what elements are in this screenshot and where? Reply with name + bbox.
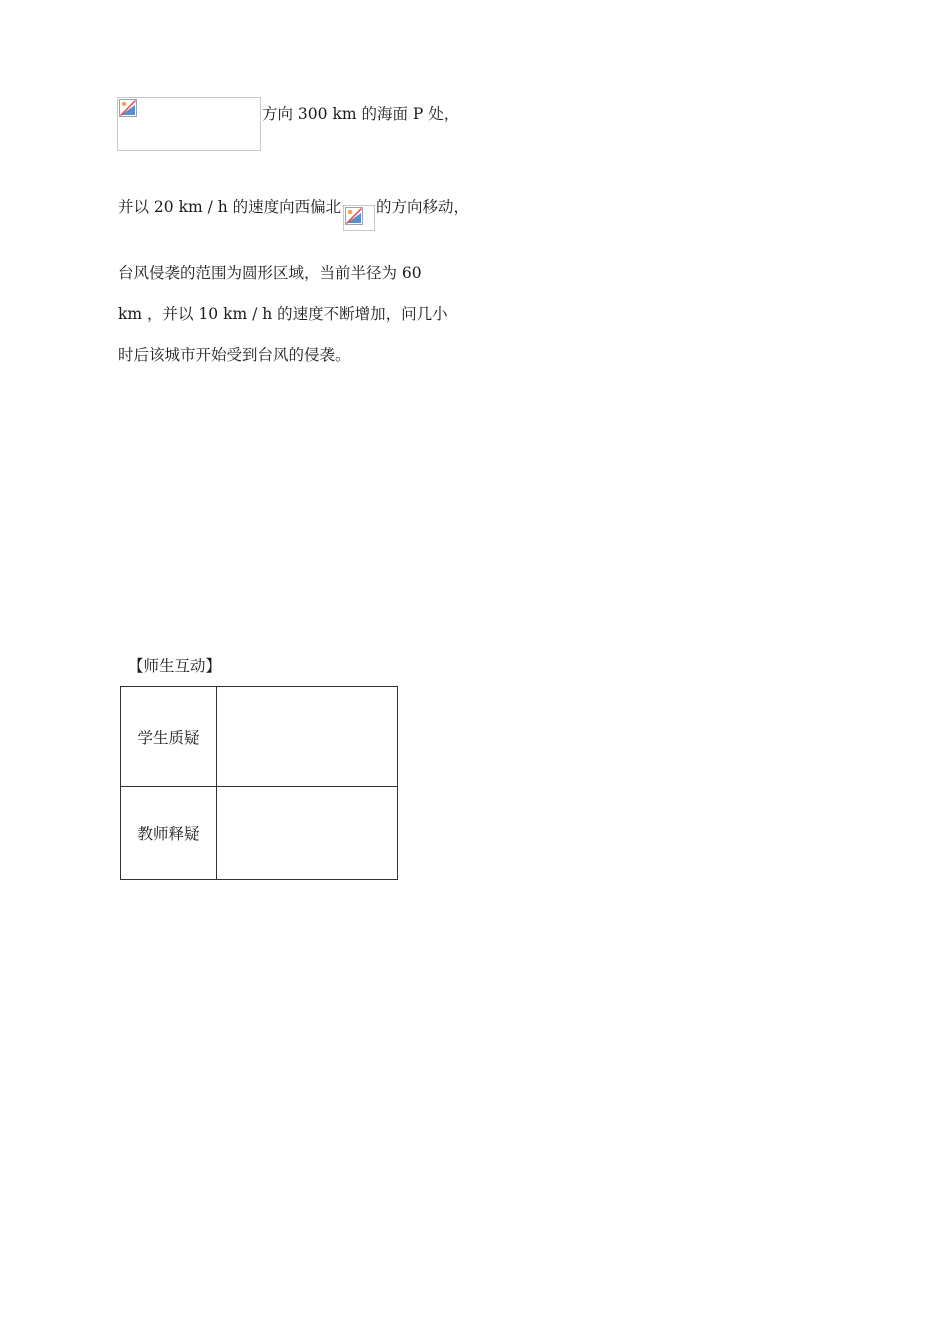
- line1-text: 方向 300 km 的海面 P 处，: [262, 105, 460, 123]
- paragraph-line-1: [262, 104, 459, 124]
- paragraph-line-3: [118, 263, 422, 283]
- paragraph-line-4: [118, 304, 448, 324]
- interaction-table: [120, 686, 398, 880]
- section-title: 【师生互动】: [128, 657, 222, 675]
- line3-text: 台风侵袭的范围为圆形区域，当前半径为 60: [118, 264, 422, 282]
- table-row: [121, 687, 398, 787]
- missing-image-angle: [343, 205, 375, 231]
- line2-text-before: 并以 20 km / h 的速度向西偏北: [118, 198, 342, 216]
- line4-text: km ，并以 10 km / h 的速度不断增加，问几小: [118, 305, 448, 323]
- paragraph-line-2: [118, 197, 341, 217]
- teacher-answers-cell[interactable]: [217, 787, 398, 880]
- table-row: [121, 787, 398, 880]
- student-questions-cell[interactable]: [217, 687, 398, 787]
- row-label-student-questions: 学生质疑: [121, 687, 217, 787]
- broken-image-icon: [119, 99, 137, 117]
- paragraph-line-5: [118, 345, 351, 365]
- missing-image-figure: [117, 97, 261, 151]
- line5-text: 时后该城市开始受到台风的侵袭。: [118, 346, 351, 364]
- line2-text-after: 的方向移动，: [376, 198, 470, 216]
- paragraph-line-2-tail: [376, 197, 469, 217]
- row-label-teacher-answers: 教师释疑: [121, 787, 217, 880]
- broken-image-icon: [345, 207, 363, 225]
